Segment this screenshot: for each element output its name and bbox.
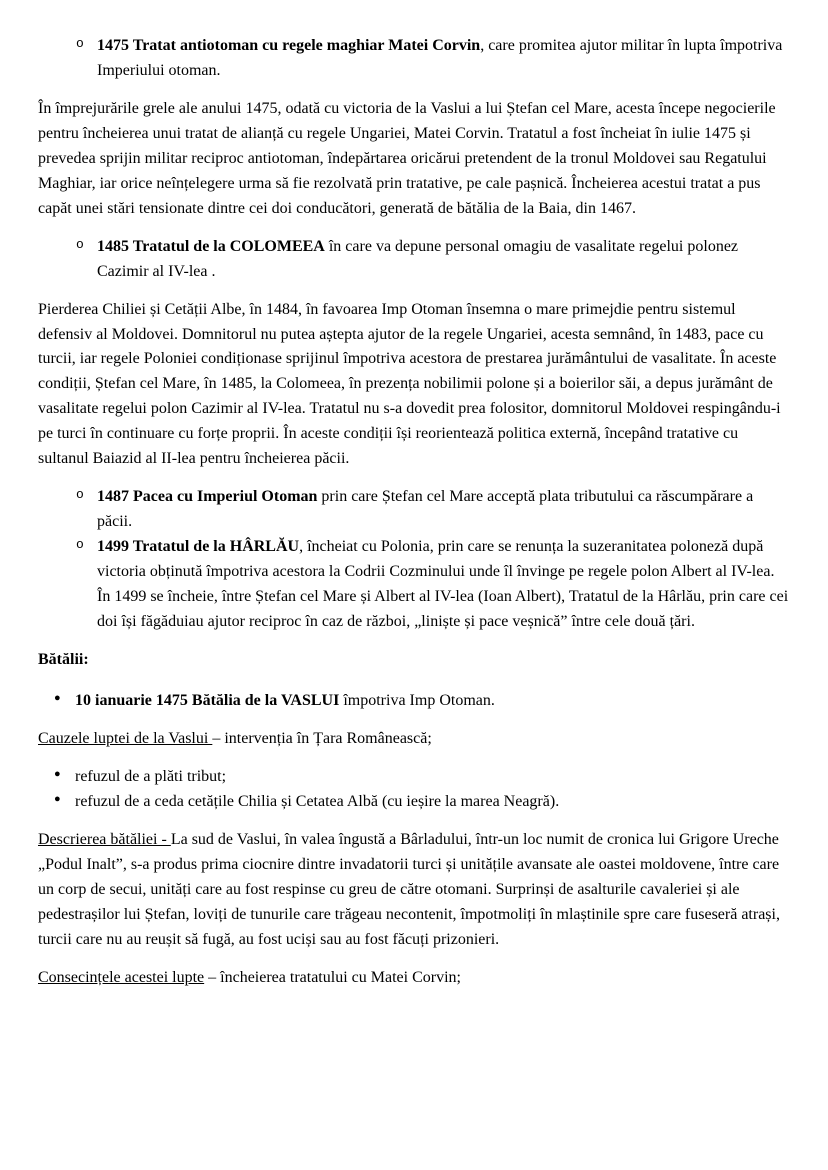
text-segment: – intervenția în Țara Românească; (212, 729, 432, 747)
document-content (38, 34, 790, 990)
circle-bullet-icon: o (76, 236, 84, 252)
paragraph (38, 97, 790, 222)
paragraph (38, 966, 790, 991)
paragraph (38, 298, 790, 473)
list-item (38, 765, 790, 790)
text-segment: Descrierea bătăliei - (38, 830, 171, 848)
text-segment: 10 ianuarie 1475 Bătălia de la VASLUI (75, 691, 340, 709)
circle-bullet-list (38, 485, 790, 635)
disc-bullet-list (38, 765, 790, 815)
text-segment: Pierderea Chiliei și Cetății Albe, în 1484, în favoarea Imp Otoman însemna o mare primejdie pentru sistemul defensiv al Moldovei. Domnitorul nu putea aștepta ajutor de la regele Ungariei, acesta semnând, în 1483, pace cu turcii, iar regele Poloniei condiționase sprijinul împotriva acestora de prestarea jurământului de vasalitate. În aceste condiții, Ștefan cel Mare, în 1485, la Colomeea, în prezența nobilimii polone și a boierilor săi, a depus jurământ de vasalitate regelui polon Cazimir al IV-lea. Tratatul nu s-a dovedit prea folositor, domnitorul Moldovei respingându-i pe turci în continuare cu forțe proprii. În aceste condiții își reorientează politica externă, începând tratative cu sultanul Baiazid al II-lea pentru încheierea păcii. (38, 300, 781, 468)
list-item (38, 535, 790, 635)
text-segment: Cauzele luptei de la Vaslui (38, 729, 213, 747)
text-segment: – încheierea tratatului cu Matei Corvin; (204, 968, 461, 986)
circle-bullet-list (38, 235, 790, 285)
list-item (38, 235, 790, 285)
paragraph (38, 727, 790, 752)
text-segment: 1485 Tratatul de la COLOMEEA (97, 237, 325, 255)
text-segment: 1475 Tratat antiotoman cu regele maghiar Matei Corvin (97, 37, 481, 54)
text-segment: , încheiat cu Polonia, prin care se renunța la suzeranitatea poloneză după victoria obținută împotriva acestora la Codrii Cozminului unde îl învinge pe regele polon Albert al IV-lea. În 1499 se încheie, între Ștefan cel Mare și Albert al IV-lea (Ioan Albert), Tratatul de la Hârlău, prin care cei doi își făgăduiau ajutor reciproc în caz de război, „liniște și pace veșnică” între cele două țări. (97, 538, 789, 631)
circle-bullet-icon: o (76, 36, 84, 51)
text-segment: împotriva Imp Otoman. (339, 691, 495, 709)
text-segment: Consecințele acestei lupte (38, 968, 205, 986)
text-segment: 1487 Pacea cu Imperiul Otoman (97, 488, 318, 506)
list-item (38, 689, 790, 714)
text-segment: La sud de Vaslui, în valea îngustă a Bârladului, într-un loc numit de cronica lui Grigore Ureche „Podul Inalt”, s-a produs prima ciocnire dintre invadatorii turci și unitățile avansate ale oastei moldovene, între care un corp de secui, unități care au fost respinse cu greu de către otomani. Surprinși de asalturile cavaleriei și ale pedestrașilor lui Ștefan, loviți de tunurile care trăgeau necontenit, împotmoliți în mlaștinile spre care fuseseră atrași, turcii care nu au reușit să fugă, au fost uciși sau au fost făcuți prizonieri. (38, 830, 780, 948)
circle-bullet-icon: o (76, 537, 84, 553)
circle-bullet-icon: o (76, 487, 84, 503)
list-item (38, 34, 790, 84)
text-segment: prin care Ștefan cel Mare acceptă plata tributului ca răscumpărare a păcii. (97, 488, 754, 531)
paragraph (38, 828, 790, 953)
disc-bullet-icon: ● (54, 792, 61, 805)
text-segment: , care promitea ajutor militar în lupta împotriva Imperiului otoman. (97, 37, 783, 79)
list-item (38, 485, 790, 535)
disc-bullet-icon: ● (54, 691, 61, 704)
disc-bullet-list (38, 689, 790, 714)
text-segment: refuzul de a plăti tribut; (75, 767, 227, 785)
text-segment: Bătălii: (38, 650, 89, 668)
text-segment: refuzul de a ceda cetățile Chilia și Cetatea Albă (cu ieșire la marea Neagră). (75, 792, 560, 810)
text-segment: în care va depune personal omagiu de vasalitate regelui polonez Cazimir al IV-lea . (97, 237, 739, 280)
text-segment: În împrejurările grele ale anului 1475, odată cu victoria de la Vaslui a lui Ștefan cel Mare, acesta începe negocierile pentru încheierea unui tratat de alianță cu regele Ungariei, Matei Corvin. Tratatul a fost încheiat în iulie 1475 și prevedea sprijin militar reciproc antiotoman, îndepărtarea oricărui pretendent de la tronul Moldovei sau Regatului Maghiar, iar orice neînțelegere urma să fie rezolvată prin tratative, pe cale pașnică. Încheierea acestui tratat a pus capăt unei stări tensionate dintre cei doi conducători, generată de bătălia de la Baia, din 1467. (38, 99, 776, 217)
text-segment: 1499 Tratatul de la HÂRLĂU (97, 538, 300, 556)
section-heading (38, 648, 790, 673)
list-item (38, 790, 790, 815)
disc-bullet-icon: ● (54, 767, 61, 780)
circle-bullet-list (38, 34, 790, 84)
